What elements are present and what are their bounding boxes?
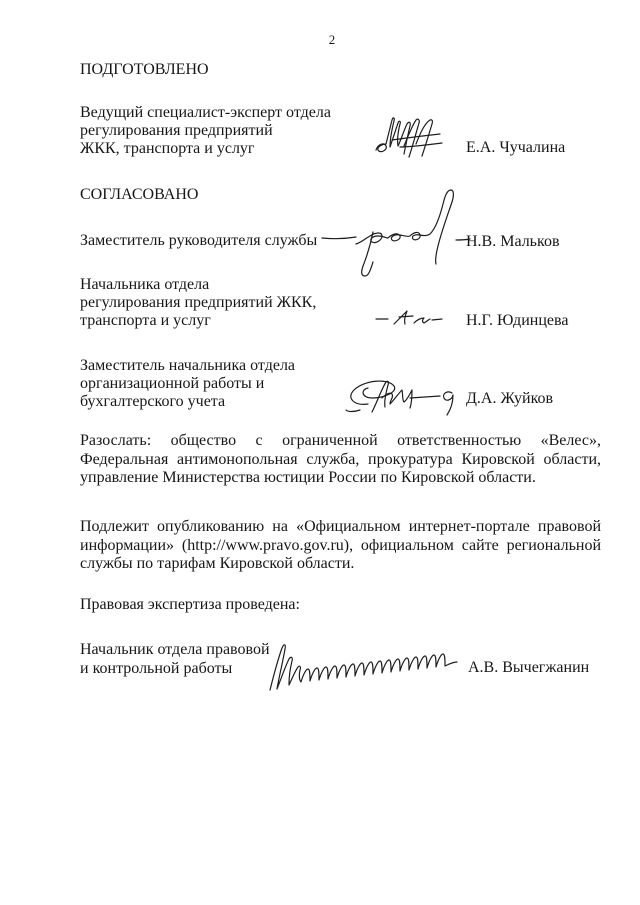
- signatory-name: Д.А. Жуйков: [466, 390, 554, 407]
- signature-agreed-3: [346, 381, 453, 415]
- position-line: Заместитель начальника отдела: [80, 357, 296, 374]
- position-line: бухгалтерского учета: [80, 393, 226, 410]
- distribution-paragraph: [80, 432, 601, 488]
- position-line: Начальник отдела правовой: [80, 641, 270, 658]
- position-line: Заместитель руководителя службы: [80, 232, 318, 249]
- paragraph-line: управление Министерства юстиции России по Кировской области.: [80, 469, 536, 486]
- signatory-position: [80, 357, 295, 411]
- signatory-position: [80, 276, 316, 330]
- signatory-name: Н.Г. Юдинцева: [466, 312, 569, 329]
- publication-paragraph: [80, 518, 601, 574]
- position-line: Начальника отдела: [80, 276, 210, 293]
- legal-review-name: А.В. Вычегжанин: [468, 659, 590, 676]
- position-line: организационной работы и: [80, 375, 265, 392]
- position-line: регулирования предприятий ЖКК,: [80, 294, 317, 311]
- position-line: регулирования предприятий: [80, 122, 273, 139]
- prepared-position: [80, 104, 331, 158]
- signature-legal-review: [270, 645, 457, 690]
- signature-prepared: [376, 118, 442, 157]
- prepared-name: Е.А. Чучалина: [466, 139, 566, 156]
- signatory-name: Н.В. Мальков: [466, 233, 560, 250]
- paragraph-line: информации» (http://www.pravo.gov.ru), официальном сайте региональной: [80, 536, 601, 554]
- paragraph-line: Подлежит опубликованию на «Официальном интернет-портале правовой: [80, 518, 601, 535]
- paragraph-line: Разослать: общество с ограниченной ответственностью «Велес»,: [80, 432, 601, 449]
- position-line: и контрольной работы: [80, 660, 233, 677]
- prepared-heading: ПОДГОТОВЛЕНО: [80, 61, 209, 78]
- signature-agreed-1: [322, 190, 470, 276]
- paragraph-line: службы по тарифам Кировской области.: [80, 555, 355, 572]
- page-number: 2: [328, 32, 336, 47]
- position-line: Ведущий специалист-эксперт отдела: [80, 104, 331, 121]
- agreed-heading: СОГЛАСОВАНО: [80, 186, 199, 203]
- signatory-position: [80, 232, 317, 250]
- legal-review-position: [80, 640, 270, 678]
- position-line: ЖКК, транспорта и услуг: [80, 140, 255, 157]
- signature-agreed-2: [376, 311, 442, 324]
- paragraph-line: Федеральная антимонопольная служба, прокуратура Кировской области,: [80, 450, 601, 468]
- legal-review-heading: Правовая экспертиза проведена:: [80, 596, 300, 613]
- position-line: транспорта и услуг: [80, 312, 211, 329]
